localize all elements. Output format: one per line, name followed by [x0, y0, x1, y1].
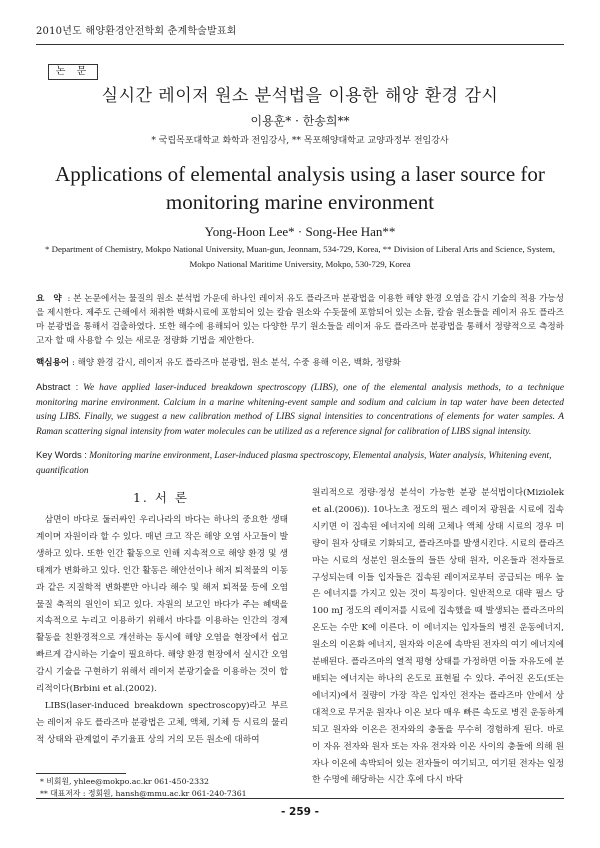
abstract-korean	[36, 292, 564, 348]
body-paragraph: 삼면이 바다로 둘러싸인 우리나라의 바다는 하나의 중요한 생태계이며 자원이라 할 수 있다. 매년 크고 작은 해양 오염 사고들이 발생하고 있다. 또한 인간 활동으로 인해 지속적으로 해양 환경 및 생태계가 변화하고 있다. 인간 활동은 해안선이나 해저 퇴적물의 이동과 같은 지질학적 변화뿐만 아니라 해수 및 해저 퇴적물 등에 오염물질 축적의 원인이 되고 있다. 자원의 보고인 바다가 주는 혜택을 지속적으로 누리고 이용하기 위해서 바다를 이용하는 인간의 경제 활동을 친환경적으로 개선하는 동시에 해양 오염을 현장에서 쉽고 빠르게 감시하는 기술이 필요하다. 해양 환경 현장에서 실시간 오염 감시 기술을 구현하기 위해서 레이저 분광기술을 이용하는 것이 합리적이다(Brbini et al.(2002).	[36, 515, 288, 695]
title-english: Applications of elemental analysis using a laser source for monitoring marine environment	[55, 162, 545, 214]
abstract-korean-label: 요 약	[36, 294, 65, 304]
authors-english: Yong-Hoon Lee* · Song-Hee Han**	[204, 224, 396, 239]
abstract-korean-text: : 본 논문에서는 물질의 원소 분석법 가운데 하나인 레이저 유도 플라즈마 분광법을 이용한 해양 환경 오염을 감시 기술의 적용 가능성을 제시한다. 제주도 근해에서 채취한 백화시료에 포함되어 있는 칼슘 원소와 수돗물에 포함되어 있는 소듐, 칼슘 원소들을 레이저 유도 플라즈마 분광법을 통해서 검출하였다. 또한 해수에 용해되어 있는 다양한 무기 원소들을 레이저 유도 플라즈마 분광법을 통해서 정량적으로 측정하고자 할 때 사용할 수 있는 새로운 정량화 기법을 제안한다.	[36, 294, 564, 346]
header-rule	[36, 44, 564, 45]
abstract-english	[36, 380, 564, 439]
footnote-corresponding-author: ** 대표저자 : 정회원, hansh@mmu.ac.kr 061-240-7361	[40, 788, 247, 798]
affiliation-korean: * 국립목포대학교 화학과 전임강사, ** 목포해양대학교 교양과정부 전임강사	[151, 136, 449, 146]
body-paragraph: 원리적으로 정량·정성 분석이 가능한 분광 분석법이다(Miziolek et al.(2006)). 10나노초 정도의 펄스 레이저 광원을 시료에 집속시키면 이 집속된 에너지에 의해 고체나 액체 상태 시료의 경우 미량이 원자 상태로 기화되고, 플라즈마를 발생시킨다. 시료의 플라즈마는 시료의 성분인 원소들의 들뜬 상태 원자, 이온들과 전자들로 구성되는데 이들 입자들은 집속된 레이저로부터 공급되는 매우 높은 에너지를 가지고 있는 것이 특징이다. 일반적으로 대략 펄스 당 100 mJ 정도의 레이저를 시료에 집속했을 때 발생되는 플라즈마의 온도는 수만 K에 이른다. 이 에너지는 입자들의 병진 운동에너지, 원소의 이온화 에너지, 원자와 이온에 속박된 전자의 여기 에너지에 분배된다. 플라즈마의 열적 평형 상태를 가정하면 이들 자유도에 분배되는 에너지는 하나의 온도로 표현될 수 있다. 주어진 온도(또는 에너지)에서 질량이 가장 작은 입자인 전자는 플라즈마 안에서 상대적으로 무거운 원자나 이온 보다 매우 빠른 속도로 병진 운동하게 되고 원자와 이온은 전자와의 충돌을 무수히 경험하게 된다. 바로 이 자유 전자와 원자 또는 자유 전자와 이온 사이의 충돌에 의해 원자나 이온에 속박되어 있는 전자들이 여기되고, 여기된 전자는 일정한 수명에 해당하는 시간 후에 다시 바닥	[312, 488, 564, 786]
abstract-english-label: Abstract :	[36, 381, 79, 392]
body-column-right	[312, 485, 564, 789]
keywords-korean-label: 핵심용어	[36, 358, 70, 368]
affiliation-english: * Department of Chemistry, Mokpo National University, Muan-gun, Jeonnam, 534-729, Korea, ** Division of Liberal Arts and Science, System, Mokpo National Maritime University, Mokpo, 530-729, Korea	[45, 244, 555, 269]
authors-korean: 이용훈* · 한송희**	[250, 114, 350, 128]
keywords-english-text: Monitoring marine environment, Laser-induced plasma spectroscopy, Elemental analysis, Water analysis, Whitening event, quantification	[36, 451, 552, 476]
body-paragraph: LIBS(laser-induced breakdown spectroscopy)라고 부르는 레이저 유도 플라즈마 분광법은 고체, 액체, 기체 등 시료의 물리적 상태와 관계없이 주기율표 상의 거의 모든 원소에 대하여	[36, 700, 288, 745]
keywords-korean	[36, 356, 564, 368]
keywords-english-label: Key Words :	[36, 449, 87, 460]
keywords-english	[36, 448, 564, 478]
footer-rule	[36, 798, 564, 799]
title-korean: 실시간 레이저 원소 분석법을 이용한 해양 환경 감시	[101, 86, 499, 106]
paper-type-label: 논 문	[48, 64, 98, 80]
keywords-korean-text: : 해양 환경 감시, 레이저 유도 플라즈마 분광법, 원소 분석, 수중 용해 이온, 백화, 정량화	[71, 358, 401, 368]
footnote-first-author: * 비회원, yhlee@mokpo.ac.kr 061-450-2332	[40, 777, 210, 786]
section-heading-introduction: 1. 서 론	[132, 490, 190, 505]
conference-header: 2010년도 해양환경안전학회 춘계학술발표회	[36, 26, 237, 37]
body-column-left	[36, 512, 288, 749]
page-number: - 259 -	[281, 806, 319, 818]
abstract-english-text: We have applied laser-induced breakdown spectroscopy (LIBS), one of the elemental analysis methods, to a technique monitoring marine environment. Calcium in a marine whitening-event sample and sodium and calcium in tap water have been detected using LIBS. Finally, we suggest a new calibration method of LIBS signal intensities to concentrations of elements for water samples. A Raman scattering signal intensity from water molecules can be utilized as a reference signal for calibration of LIBS signal intensity.	[36, 383, 565, 437]
footnotes	[40, 776, 290, 799]
footnote-rule	[36, 773, 126, 774]
